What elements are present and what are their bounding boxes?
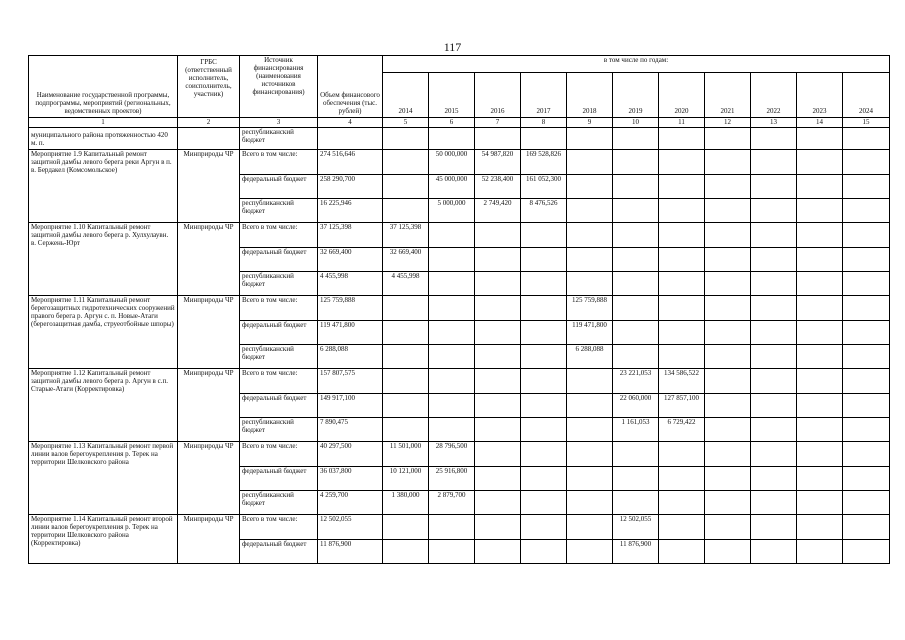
- year-value: 1 161,053: [613, 418, 659, 442]
- funding-volume: 32 669,400: [318, 248, 383, 272]
- year-value: [475, 296, 521, 321]
- year-value: [843, 394, 890, 418]
- year-value: [705, 515, 751, 540]
- year-value: [613, 321, 659, 345]
- year-value: [659, 515, 705, 540]
- year-value: [567, 223, 613, 248]
- year-value: [383, 321, 429, 345]
- year-value: [567, 491, 613, 515]
- year-value: [659, 540, 705, 564]
- funding-source: федеральный бюджет: [240, 467, 318, 491]
- year-value: [521, 467, 567, 491]
- year-value: [659, 199, 705, 223]
- year-value: [705, 150, 751, 175]
- year-value: [567, 540, 613, 564]
- continuation-source: республиканский бюджет: [240, 128, 318, 150]
- year-value: [843, 467, 890, 491]
- header-year: 2021: [705, 73, 751, 118]
- continuation-year-cell: [475, 128, 521, 150]
- funding-volume: 6 288,088: [318, 345, 383, 369]
- year-value: [521, 321, 567, 345]
- year-value: [521, 515, 567, 540]
- column-number: 9: [567, 118, 613, 128]
- year-value: [705, 321, 751, 345]
- year-value: [659, 248, 705, 272]
- year-value: [521, 418, 567, 442]
- funding-volume: 125 759,888: [318, 296, 383, 321]
- year-value: [613, 199, 659, 223]
- year-value: [429, 272, 475, 296]
- funding-source: Всего в том числе:: [240, 515, 318, 540]
- table-row: [29, 150, 890, 175]
- year-value: [475, 394, 521, 418]
- funding-volume: 40 297,500: [318, 442, 383, 467]
- year-value: [613, 272, 659, 296]
- year-value: [659, 442, 705, 467]
- year-value: 10 121,000: [383, 467, 429, 491]
- year-value: [613, 296, 659, 321]
- year-value: [797, 442, 843, 467]
- year-value: 4 455,998: [383, 272, 429, 296]
- year-value: [475, 248, 521, 272]
- table-row: [29, 296, 890, 321]
- year-value: [383, 150, 429, 175]
- year-value: [751, 442, 797, 467]
- year-value: [613, 223, 659, 248]
- year-value: [705, 467, 751, 491]
- column-number: 13: [751, 118, 797, 128]
- year-value: [705, 345, 751, 369]
- funding-volume: 7 890,475: [318, 418, 383, 442]
- header-year: 2016: [475, 73, 521, 118]
- year-value: [567, 272, 613, 296]
- year-value: 127 857,100: [659, 394, 705, 418]
- year-value: [843, 442, 890, 467]
- continuation-year-cell: [751, 128, 797, 150]
- column-number: 5: [383, 118, 429, 128]
- year-value: [843, 540, 890, 564]
- continuation-year-cell: [843, 128, 890, 150]
- table-row: [29, 442, 890, 467]
- year-value: [843, 272, 890, 296]
- year-value: [751, 467, 797, 491]
- year-value: 25 916,800: [429, 467, 475, 491]
- year-value: 50 000,000: [429, 150, 475, 175]
- measure-grbs: Минприроды ЧР: [178, 223, 240, 296]
- year-value: [567, 442, 613, 467]
- year-value: [613, 248, 659, 272]
- table-row: [29, 223, 890, 248]
- year-value: 119 471,800: [567, 321, 613, 345]
- year-value: [521, 296, 567, 321]
- column-number: 3: [240, 118, 318, 128]
- column-number: 14: [797, 118, 843, 128]
- year-value: [705, 199, 751, 223]
- year-value: [567, 150, 613, 175]
- year-value: [567, 248, 613, 272]
- year-value: [797, 199, 843, 223]
- year-value: 134 586,522: [659, 369, 705, 394]
- year-value: [751, 296, 797, 321]
- year-value: [429, 248, 475, 272]
- header-name: Наименование государственной программы, подпрограммы, мероприятий (региональных, ведомственных проектов): [29, 56, 178, 118]
- year-value: [521, 248, 567, 272]
- year-value: [567, 199, 613, 223]
- header-volume: Объем финансового обеспечения (тыс. рублей): [318, 56, 383, 118]
- funding-source: федеральный бюджет: [240, 175, 318, 199]
- continuation-year-cell: [705, 128, 751, 150]
- year-value: [797, 175, 843, 199]
- year-value: [751, 418, 797, 442]
- year-value: [797, 248, 843, 272]
- year-value: [659, 321, 705, 345]
- year-value: [429, 394, 475, 418]
- year-value: [843, 491, 890, 515]
- funding-source: республиканский бюджет: [240, 345, 318, 369]
- year-value: [567, 418, 613, 442]
- year-value: [475, 418, 521, 442]
- year-value: 32 669,400: [383, 248, 429, 272]
- funding-volume: 157 807,575: [318, 369, 383, 394]
- year-value: [843, 418, 890, 442]
- year-value: [383, 515, 429, 540]
- header-year: 2022: [751, 73, 797, 118]
- year-value: [659, 175, 705, 199]
- year-value: 28 796,500: [429, 442, 475, 467]
- year-value: [797, 150, 843, 175]
- year-value: [751, 491, 797, 515]
- year-value: [613, 150, 659, 175]
- year-value: 1 380,000: [383, 491, 429, 515]
- year-value: [429, 296, 475, 321]
- year-value: [475, 442, 521, 467]
- year-value: [429, 369, 475, 394]
- column-number: 15: [843, 118, 890, 128]
- page-number: 117: [443, 40, 462, 54]
- measure-grbs: Минприроды ЧР: [178, 442, 240, 515]
- year-value: [797, 345, 843, 369]
- year-value: [383, 199, 429, 223]
- header-source: Источник финансирования (наименования источников финансирования): [240, 56, 318, 118]
- year-value: [613, 345, 659, 369]
- header-grbs: ГРБС (ответственный исполнитель, соисполнитель, участник): [178, 56, 240, 118]
- year-value: [843, 175, 890, 199]
- header-by-years: в том числе по годам:: [383, 56, 890, 73]
- year-value: [705, 175, 751, 199]
- year-value: 37 125,398: [383, 223, 429, 248]
- funding-volume: 12 502,055: [318, 515, 383, 540]
- measure-name: Мероприятие 1.10 Капитальный ремонт защитной дамбы левого берега р. Хулхулаувн. в. Сержень-Юрт: [29, 223, 178, 296]
- column-number: 7: [475, 118, 521, 128]
- year-value: [751, 394, 797, 418]
- year-value: [751, 369, 797, 394]
- year-value: [613, 467, 659, 491]
- header-year: 2023: [797, 73, 843, 118]
- measure-name: Мероприятие 1.14 Капитальный ремонт второй линии валов берегоукрепления р. Терек на территории Шелковского района (Корректировка): [29, 515, 178, 564]
- year-value: [613, 442, 659, 467]
- continuation-year-cell: [659, 128, 705, 150]
- year-value: [429, 345, 475, 369]
- year-value: [659, 150, 705, 175]
- funding-source: федеральный бюджет: [240, 394, 318, 418]
- continuation-year-cell: [429, 128, 475, 150]
- continuation-grbs: [178, 128, 240, 150]
- year-value: [383, 394, 429, 418]
- year-value: 12 502,055: [613, 515, 659, 540]
- continuation-year-cell: [521, 128, 567, 150]
- header-year: 2017: [521, 73, 567, 118]
- year-value: [429, 540, 475, 564]
- year-value: [567, 515, 613, 540]
- year-value: [475, 223, 521, 248]
- funding-volume: 149 917,100: [318, 394, 383, 418]
- year-value: [705, 540, 751, 564]
- year-value: [843, 345, 890, 369]
- measure-name: Мероприятие 1.9 Капитальный ремонт защитной дамбы левого берега реки Аргун в п. в. Бердакел (Комсомольское): [29, 150, 178, 223]
- year-value: [521, 345, 567, 369]
- year-value: 22 060,000: [613, 394, 659, 418]
- year-value: [475, 467, 521, 491]
- year-value: [383, 296, 429, 321]
- funding-source: Всего в том числе:: [240, 150, 318, 175]
- measure-name: Мероприятие 1.13 Капитальный ремонт первой линии валов берегоукрепления р. Терек на территории Шелковского района: [29, 442, 178, 515]
- year-value: [751, 199, 797, 223]
- continuation-year-cell: [383, 128, 429, 150]
- year-value: [429, 515, 475, 540]
- year-value: [567, 369, 613, 394]
- funding-volume: 16 225,946: [318, 199, 383, 223]
- year-value: [843, 199, 890, 223]
- year-value: [705, 223, 751, 248]
- funding-source: республиканский бюджет: [240, 199, 318, 223]
- header-year: 2018: [567, 73, 613, 118]
- measure-grbs: Минприроды ЧР: [178, 369, 240, 442]
- header-year: 2019: [613, 73, 659, 118]
- funding-volume: 274 516,646: [318, 150, 383, 175]
- year-value: [659, 345, 705, 369]
- year-value: [751, 321, 797, 345]
- column-number: 6: [429, 118, 475, 128]
- header-year: 2014: [383, 73, 429, 118]
- year-value: [521, 442, 567, 467]
- year-value: [521, 272, 567, 296]
- year-value: [797, 515, 843, 540]
- year-value: [475, 515, 521, 540]
- year-value: [383, 175, 429, 199]
- column-number: 4: [318, 118, 383, 128]
- continuation-year-cell: [613, 128, 659, 150]
- year-value: [751, 175, 797, 199]
- year-value: 5 000,000: [429, 199, 475, 223]
- year-value: 6 288,088: [567, 345, 613, 369]
- year-value: [843, 296, 890, 321]
- column-number: 12: [705, 118, 751, 128]
- measure-grbs: Минприроды ЧР: [178, 296, 240, 369]
- year-value: 11 501,000: [383, 442, 429, 467]
- header-year: 2020: [659, 73, 705, 118]
- year-value: [751, 515, 797, 540]
- funding-source: Всего в том числе:: [240, 296, 318, 321]
- year-value: [751, 272, 797, 296]
- year-value: [797, 394, 843, 418]
- year-value: [797, 223, 843, 248]
- year-value: [659, 272, 705, 296]
- year-value: [567, 467, 613, 491]
- year-value: [613, 491, 659, 515]
- continuation-name: муниципального района протяженностью 420 м. п.: [29, 128, 178, 150]
- measure-grbs: Минприроды ЧР: [178, 515, 240, 564]
- year-value: [843, 223, 890, 248]
- year-value: [705, 394, 751, 418]
- year-value: [521, 540, 567, 564]
- year-value: [843, 150, 890, 175]
- year-value: [475, 272, 521, 296]
- table-row: [29, 515, 890, 540]
- year-value: [797, 467, 843, 491]
- year-value: [751, 150, 797, 175]
- year-value: [843, 515, 890, 540]
- column-number: 11: [659, 118, 705, 128]
- year-value: [705, 491, 751, 515]
- measure-name: Мероприятие 1.12 Капитальный ремонт защитной дамбы левого берега р. Аргун в с.п. Старые-Атаги (Корректировка): [29, 369, 178, 442]
- financing-table: [28, 55, 890, 564]
- year-value: [797, 540, 843, 564]
- column-number: 2: [178, 118, 240, 128]
- continuation-year-cell: [797, 128, 843, 150]
- year-value: [797, 272, 843, 296]
- year-value: [705, 418, 751, 442]
- year-value: [843, 321, 890, 345]
- year-value: [383, 540, 429, 564]
- year-value: [797, 418, 843, 442]
- year-value: [705, 296, 751, 321]
- year-value: 2 879,700: [429, 491, 475, 515]
- funding-volume: 37 125,398: [318, 223, 383, 248]
- year-value: [797, 369, 843, 394]
- year-value: [475, 491, 521, 515]
- funding-source: Всего в том числе:: [240, 442, 318, 467]
- year-value: [475, 321, 521, 345]
- year-value: [383, 369, 429, 394]
- year-value: 169 528,826: [521, 150, 567, 175]
- year-value: 45 000,000: [429, 175, 475, 199]
- year-value: [705, 369, 751, 394]
- year-value: [521, 223, 567, 248]
- funding-volume: 4 259,700: [318, 491, 383, 515]
- continuation-year-cell: [567, 128, 613, 150]
- continuation-volume: [318, 128, 383, 150]
- year-value: [659, 223, 705, 248]
- year-value: 125 759,888: [567, 296, 613, 321]
- year-value: [475, 345, 521, 369]
- year-value: [521, 491, 567, 515]
- funding-source: Всего в том числе:: [240, 223, 318, 248]
- funding-source: федеральный бюджет: [240, 248, 318, 272]
- funding-source: республиканский бюджет: [240, 491, 318, 515]
- year-value: [475, 369, 521, 394]
- funding-volume: 258 290,700: [318, 175, 383, 199]
- year-value: [843, 248, 890, 272]
- year-value: 52 238,400: [475, 175, 521, 199]
- year-value: [751, 540, 797, 564]
- year-value: [613, 175, 659, 199]
- measure-name: Мероприятие 1.11 Капитальный ремонт берегозащитных гидротехнических сооружений правого берега р. Аргун с. п. Новые-Атаги (берегозащитная дамба, струеотбойные шпоры): [29, 296, 178, 369]
- year-value: [521, 369, 567, 394]
- year-value: [797, 321, 843, 345]
- funding-source: республиканский бюджет: [240, 272, 318, 296]
- year-value: [751, 248, 797, 272]
- column-number: 8: [521, 118, 567, 128]
- funding-volume: 11 876,900: [318, 540, 383, 564]
- year-value: [659, 491, 705, 515]
- header-year: 2024: [843, 73, 890, 118]
- funding-source: Всего в том числе:: [240, 369, 318, 394]
- year-value: 2 749,420: [475, 199, 521, 223]
- column-number: 1: [29, 118, 178, 128]
- year-value: [797, 491, 843, 515]
- year-value: [429, 321, 475, 345]
- year-value: [521, 394, 567, 418]
- year-value: 11 876,900: [613, 540, 659, 564]
- year-value: [567, 175, 613, 199]
- year-value: [429, 418, 475, 442]
- year-value: [705, 442, 751, 467]
- header-year: 2015: [429, 73, 475, 118]
- year-value: 54 987,820: [475, 150, 521, 175]
- year-value: 8 476,526: [521, 199, 567, 223]
- year-value: [659, 467, 705, 491]
- year-value: [383, 418, 429, 442]
- year-value: [567, 394, 613, 418]
- year-value: [659, 296, 705, 321]
- funding-source: республиканский бюджет: [240, 418, 318, 442]
- measure-grbs: Минприроды ЧР: [178, 150, 240, 223]
- year-value: 6 729,422: [659, 418, 705, 442]
- year-value: [751, 223, 797, 248]
- funding-volume: 36 037,800: [318, 467, 383, 491]
- funding-source: федеральный бюджет: [240, 321, 318, 345]
- year-value: 161 052,300: [521, 175, 567, 199]
- funding-volume: 4 455,998: [318, 272, 383, 296]
- year-value: [429, 223, 475, 248]
- year-value: [751, 345, 797, 369]
- year-value: [705, 248, 751, 272]
- year-value: 23 221,053: [613, 369, 659, 394]
- year-value: [797, 296, 843, 321]
- year-value: [475, 540, 521, 564]
- year-value: [705, 272, 751, 296]
- year-value: [383, 345, 429, 369]
- year-value: [843, 369, 890, 394]
- funding-volume: 119 471,800: [318, 321, 383, 345]
- table-row: [29, 369, 890, 394]
- funding-source: федеральный бюджет: [240, 540, 318, 564]
- column-number: 10: [613, 118, 659, 128]
